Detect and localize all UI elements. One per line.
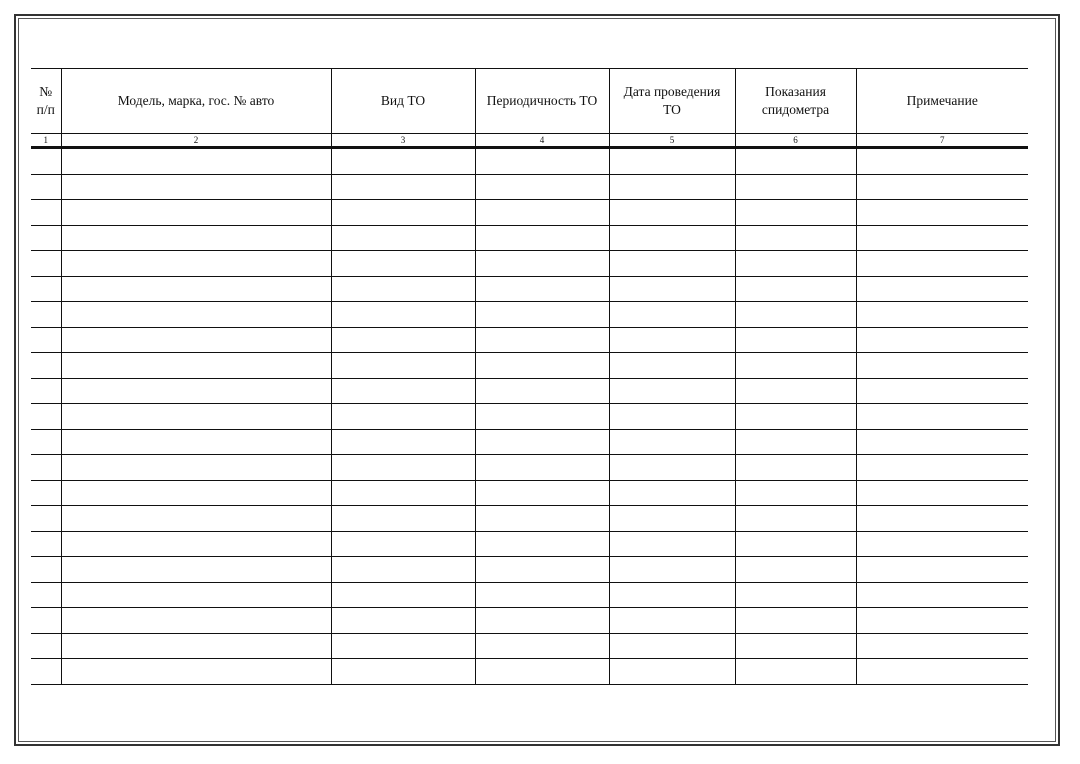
cell-odometer: [735, 251, 856, 277]
cell-service-interval: [475, 557, 609, 583]
cell-service-interval: [475, 480, 609, 506]
cell-service-date: [609, 429, 735, 455]
cell-row-number: [31, 455, 61, 481]
cell-service-type: [331, 582, 475, 608]
cell-row-number: [31, 327, 61, 353]
cell-service-interval: [475, 148, 609, 175]
header-service-interval-label: Периодичность ТО: [486, 93, 598, 108]
cell-service-interval: [475, 302, 609, 328]
cell-odometer: [735, 225, 856, 251]
cell-service-date: [609, 404, 735, 430]
cell-service-interval: [475, 251, 609, 277]
cell-service-type: [331, 302, 475, 328]
table-row: [31, 302, 1028, 328]
cell-notes: [856, 327, 1028, 353]
cell-notes: [856, 353, 1028, 379]
cell-service-type: [331, 276, 475, 302]
cell-notes: [856, 251, 1028, 277]
column-number-row: [31, 134, 1028, 148]
cell-row-number: [31, 378, 61, 404]
table-row: [31, 582, 1028, 608]
cell-row-number: [31, 148, 61, 175]
column-number: 3: [331, 134, 475, 148]
cell-vehicle-model: [61, 276, 331, 302]
header-vehicle-model: [61, 69, 331, 134]
cell-service-interval: [475, 455, 609, 481]
cell-vehicle-model: [61, 506, 331, 532]
cell-vehicle-model: [61, 378, 331, 404]
cell-service-type: [331, 148, 475, 175]
cell-row-number: [31, 200, 61, 226]
table-row: [31, 480, 1028, 506]
cell-service-interval: [475, 404, 609, 430]
cell-vehicle-model: [61, 225, 331, 251]
cell-vehicle-model: [61, 404, 331, 430]
table-row: [31, 429, 1028, 455]
cell-odometer: [735, 608, 856, 634]
cell-service-type: [331, 557, 475, 583]
table-row: [31, 404, 1028, 430]
table-row: [31, 608, 1028, 634]
cell-row-number: [31, 557, 61, 583]
column-number: 5: [609, 134, 735, 148]
cell-odometer: [735, 506, 856, 532]
cell-service-date: [609, 531, 735, 557]
cell-vehicle-model: [61, 455, 331, 481]
cell-service-date: [609, 200, 735, 226]
cell-service-date: [609, 582, 735, 608]
cell-service-type: [331, 378, 475, 404]
cell-service-date: [609, 378, 735, 404]
cell-odometer: [735, 633, 856, 659]
cell-vehicle-model: [61, 659, 331, 685]
cell-odometer: [735, 174, 856, 200]
cell-odometer: [735, 557, 856, 583]
cell-row-number: [31, 608, 61, 634]
cell-service-type: [331, 531, 475, 557]
cell-service-date: [609, 225, 735, 251]
cell-row-number: [31, 353, 61, 379]
cell-vehicle-model: [61, 531, 331, 557]
column-number: 7: [856, 134, 1028, 148]
cell-notes: [856, 200, 1028, 226]
cell-notes: [856, 582, 1028, 608]
cell-odometer: [735, 531, 856, 557]
header-odometer-label: Показания спидометра: [761, 84, 830, 117]
cell-row-number: [31, 506, 61, 532]
cell-service-type: [331, 251, 475, 277]
cell-row-number: [31, 174, 61, 200]
cell-odometer: [735, 480, 856, 506]
cell-notes: [856, 429, 1028, 455]
cell-odometer: [735, 429, 856, 455]
table-row: [31, 225, 1028, 251]
cell-notes: [856, 633, 1028, 659]
cell-row-number: [31, 659, 61, 685]
cell-vehicle-model: [61, 174, 331, 200]
cell-row-number: [31, 429, 61, 455]
cell-vehicle-model: [61, 148, 331, 175]
cell-vehicle-model: [61, 608, 331, 634]
cell-notes: [856, 276, 1028, 302]
cell-notes: [856, 659, 1028, 685]
cell-service-interval: [475, 429, 609, 455]
cell-service-interval: [475, 327, 609, 353]
cell-vehicle-model: [61, 302, 331, 328]
header-odometer: [735, 69, 856, 134]
header-row-number-label: № п/п: [36, 84, 55, 117]
cell-service-interval: [475, 353, 609, 379]
cell-service-date: [609, 659, 735, 685]
cell-service-date: [609, 557, 735, 583]
cell-vehicle-model: [61, 582, 331, 608]
table-row: [31, 148, 1028, 175]
cell-notes: [856, 506, 1028, 532]
header-service-date-label: Дата проведения ТО: [623, 84, 721, 117]
column-number: 4: [475, 134, 609, 148]
table-row: [31, 174, 1028, 200]
cell-row-number: [31, 531, 61, 557]
column-number: 6: [735, 134, 856, 148]
cell-service-type: [331, 327, 475, 353]
cell-service-interval: [475, 531, 609, 557]
cell-service-date: [609, 480, 735, 506]
cell-notes: [856, 557, 1028, 583]
cell-odometer: [735, 200, 856, 226]
cell-notes: [856, 148, 1028, 175]
cell-service-interval: [475, 506, 609, 532]
cell-vehicle-model: [61, 353, 331, 379]
header-service-date: [609, 69, 735, 134]
cell-vehicle-model: [61, 251, 331, 277]
cell-notes: [856, 404, 1028, 430]
column-number: 1: [31, 134, 61, 148]
header-row-number: [31, 69, 61, 134]
header-service-interval: [475, 69, 609, 134]
table-row: [31, 353, 1028, 379]
cell-service-interval: [475, 633, 609, 659]
cell-service-type: [331, 404, 475, 430]
cell-notes: [856, 378, 1028, 404]
cell-odometer: [735, 659, 856, 685]
cell-service-type: [331, 200, 475, 226]
header-service-type: [331, 69, 475, 134]
cell-service-type: [331, 480, 475, 506]
cell-vehicle-model: [61, 557, 331, 583]
cell-service-type: [331, 506, 475, 532]
cell-service-interval: [475, 276, 609, 302]
cell-service-date: [609, 174, 735, 200]
cell-odometer: [735, 378, 856, 404]
cell-service-type: [331, 608, 475, 634]
cell-odometer: [735, 302, 856, 328]
header-notes: [856, 69, 1028, 134]
cell-vehicle-model: [61, 480, 331, 506]
table-row: [31, 327, 1028, 353]
cell-odometer: [735, 276, 856, 302]
table-row: [31, 200, 1028, 226]
cell-service-type: [331, 225, 475, 251]
cell-service-date: [609, 506, 735, 532]
cell-row-number: [31, 276, 61, 302]
cell-notes: [856, 174, 1028, 200]
cell-service-date: [609, 608, 735, 634]
cell-notes: [856, 225, 1028, 251]
header-row: [31, 69, 1028, 134]
cell-odometer: [735, 353, 856, 379]
cell-notes: [856, 480, 1028, 506]
cell-service-interval: [475, 378, 609, 404]
log-entries: [31, 148, 1028, 685]
header-vehicle-model-label: Модель, марка, гос. № авто: [117, 93, 275, 108]
cell-row-number: [31, 225, 61, 251]
cell-notes: [856, 455, 1028, 481]
cell-row-number: [31, 633, 61, 659]
cell-odometer: [735, 404, 856, 430]
table-row: [31, 531, 1028, 557]
cell-row-number: [31, 480, 61, 506]
cell-service-interval: [475, 659, 609, 685]
cell-service-interval: [475, 174, 609, 200]
cell-service-interval: [475, 582, 609, 608]
cell-service-date: [609, 251, 735, 277]
cell-notes: [856, 608, 1028, 634]
cell-odometer: [735, 148, 856, 175]
cell-service-type: [331, 353, 475, 379]
cell-service-date: [609, 148, 735, 175]
cell-service-interval: [475, 225, 609, 251]
cell-service-type: [331, 455, 475, 481]
table-row: [31, 506, 1028, 532]
cell-service-date: [609, 455, 735, 481]
header-notes-label: Примечание: [906, 93, 978, 108]
table-row: [31, 633, 1028, 659]
cell-service-date: [609, 327, 735, 353]
cell-vehicle-model: [61, 327, 331, 353]
cell-service-date: [609, 353, 735, 379]
table-row: [31, 659, 1028, 685]
column-number: 2: [61, 134, 331, 148]
cell-service-type: [331, 174, 475, 200]
cell-service-type: [331, 659, 475, 685]
maintenance-log-table: [31, 68, 1028, 685]
cell-odometer: [735, 327, 856, 353]
table-row: [31, 251, 1028, 277]
cell-service-interval: [475, 608, 609, 634]
cell-notes: [856, 531, 1028, 557]
cell-notes: [856, 302, 1028, 328]
cell-vehicle-model: [61, 200, 331, 226]
cell-service-date: [609, 302, 735, 328]
cell-odometer: [735, 582, 856, 608]
cell-service-interval: [475, 200, 609, 226]
cell-odometer: [735, 455, 856, 481]
cell-vehicle-model: [61, 429, 331, 455]
cell-row-number: [31, 251, 61, 277]
cell-vehicle-model: [61, 633, 331, 659]
cell-row-number: [31, 302, 61, 328]
table-row: [31, 378, 1028, 404]
cell-service-type: [331, 429, 475, 455]
cell-service-date: [609, 633, 735, 659]
table-row: [31, 276, 1028, 302]
cell-row-number: [31, 582, 61, 608]
table-row: [31, 557, 1028, 583]
header-service-type-label: Вид ТО: [380, 93, 426, 108]
cell-service-type: [331, 633, 475, 659]
cell-service-date: [609, 276, 735, 302]
table-row: [31, 455, 1028, 481]
cell-row-number: [31, 404, 61, 430]
